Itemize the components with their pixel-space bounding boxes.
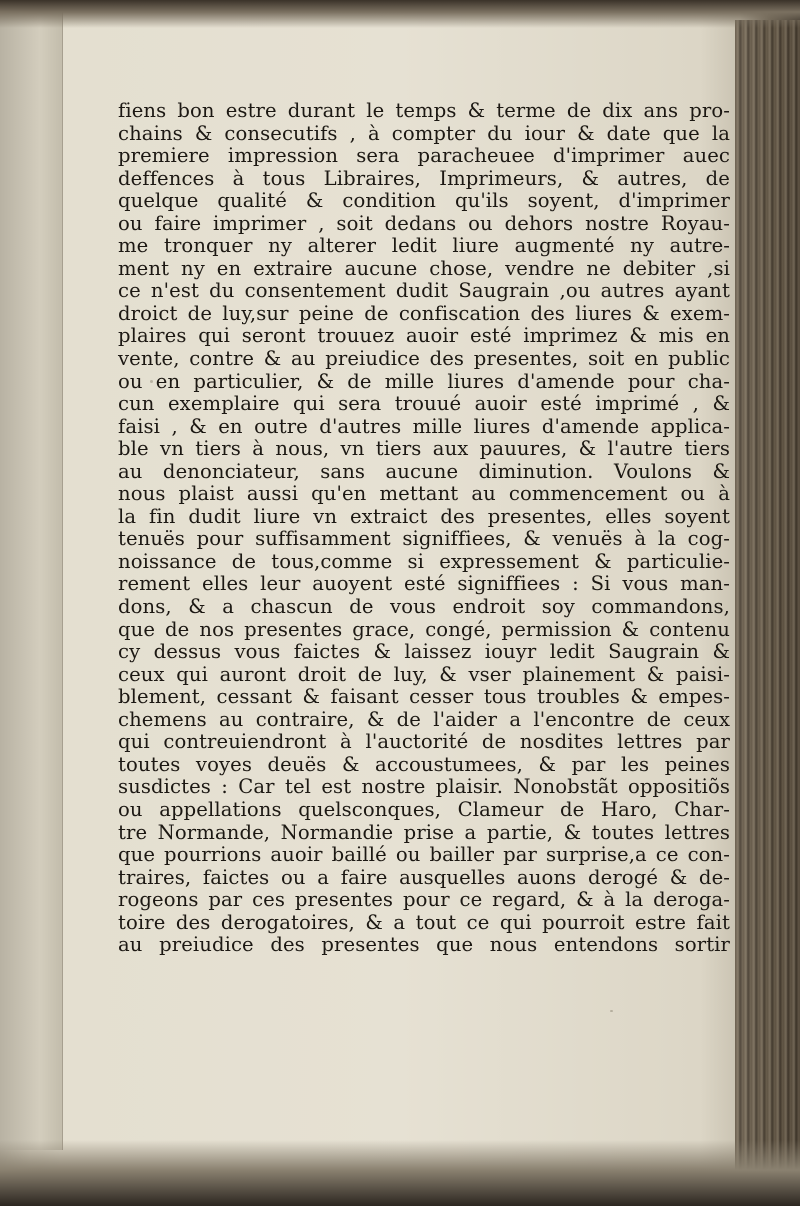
paper-speck — [610, 1010, 613, 1012]
text-line: droict de luy,sur peine de confiscation des liures & exem- — [118, 301, 730, 325]
text-line: blement, cessant & faisant cesser tous troubles & empes- — [118, 685, 730, 709]
text-line: ou appellations quelsconques, Clameur de Haro, Char- — [118, 797, 730, 821]
text-line: faisi , & en outre d'autres mille liures d'amende applica- — [118, 414, 730, 438]
text-line: au denonciateur, sans aucune diminution. Voulons & — [118, 459, 730, 483]
bottom-edge — [0, 1140, 800, 1206]
text-line: quelque qualité & condition qu'ils soyent, d'imprimer — [118, 189, 730, 213]
facing-page-edge — [0, 0, 63, 1150]
text-line: ment ny en extraire aucune chose, vendre ne debiter ,si — [118, 256, 730, 280]
text-line: susdictes : Car tel est nostre plaisir. Nonobstãt oppositiõs — [118, 775, 730, 799]
top-shadow — [0, 0, 800, 28]
text-line: dons, & a chascun de vous endroit soy commandons, — [118, 595, 730, 619]
text-line: plaires qui seront trouuez auoir esté imprimez & mis en — [118, 324, 730, 348]
body-text — [118, 100, 730, 957]
text-line: traires, faictes ou a faire ausquelles auons derogé & de- — [118, 865, 730, 889]
text-line: ceux qui auront droit de luy, & vser plainement & paisi- — [118, 662, 730, 686]
text-line: toutes voyes deuës & accoustumees, & par les peines — [118, 752, 730, 776]
text-line: que pourrions auoir baillé ou bailler par surprise,a ce con- — [118, 843, 730, 867]
page-stack-edge — [735, 20, 800, 1170]
text-line: cun exemplaire qui sera trouué auoir esté imprimé , & — [118, 392, 730, 416]
text-line: deffences à tous Libraires, Imprimeurs, & autres, de — [118, 166, 730, 190]
text-line: ce n'est du consentement dudit Saugrain ,ou autres ayant — [118, 279, 730, 303]
text-line: qui contreuiendront à l'auctorité de nosdites lettres par — [118, 730, 730, 754]
text-line: premiere impression sera paracheuee d'imprimer auec — [118, 144, 730, 168]
text-line: rement elles leur auoyent esté signiffiees : Si vous man- — [118, 572, 730, 596]
text-line: me tronquer ny alterer ledit liure augmenté ny autre- — [118, 234, 730, 258]
text-line: chains & consecutifs , à compter du iour & date que la — [118, 121, 730, 145]
text-line: que de nos presentes grace, congé, permission & contenu — [118, 617, 730, 641]
text-line: toire des derogatoires, & a tout ce qui pourroit estre fait — [118, 910, 730, 934]
text-line: cy dessus vous faictes & laissez iouyr ledit Saugrain & — [118, 640, 730, 664]
text-line: au preiudice des presentes que nous entendons sortir — [118, 933, 730, 957]
text-line: tre Normande, Normandie prise a partie, & toutes lettres — [118, 820, 730, 844]
text-line: ou faire imprimer , soit dedans ou dehors nostre Royau- — [118, 211, 730, 235]
text-line: la fin dudit liure vn extraict des presentes, elles soyent — [118, 504, 730, 528]
text-line: chemens au contraire, & de l'aider a l'encontre de ceux — [118, 707, 730, 731]
text-line: fiens bon estre durant le temps & terme de dix ans pro- — [118, 99, 730, 122]
text-line: noissance de tous,comme si expressement & particulie- — [118, 549, 730, 573]
text-line: vente, contre & au preiudice des presentes, soit en public — [118, 347, 730, 371]
text-line: tenuës pour suffisamment signiffiees, & venuës à la cog- — [118, 527, 730, 551]
text-line: nous plaist aussi qu'en mettant au commencement ou à — [118, 482, 730, 506]
text-line: ou en particulier, & de mille liures d'amende pour cha- — [118, 369, 730, 393]
text-line: rogeons par ces presentes pour ce regard, & à la deroga- — [118, 888, 730, 912]
text-line: ble vn tiers à nous, vn tiers aux pauures, & l'autre tiers — [118, 437, 730, 461]
